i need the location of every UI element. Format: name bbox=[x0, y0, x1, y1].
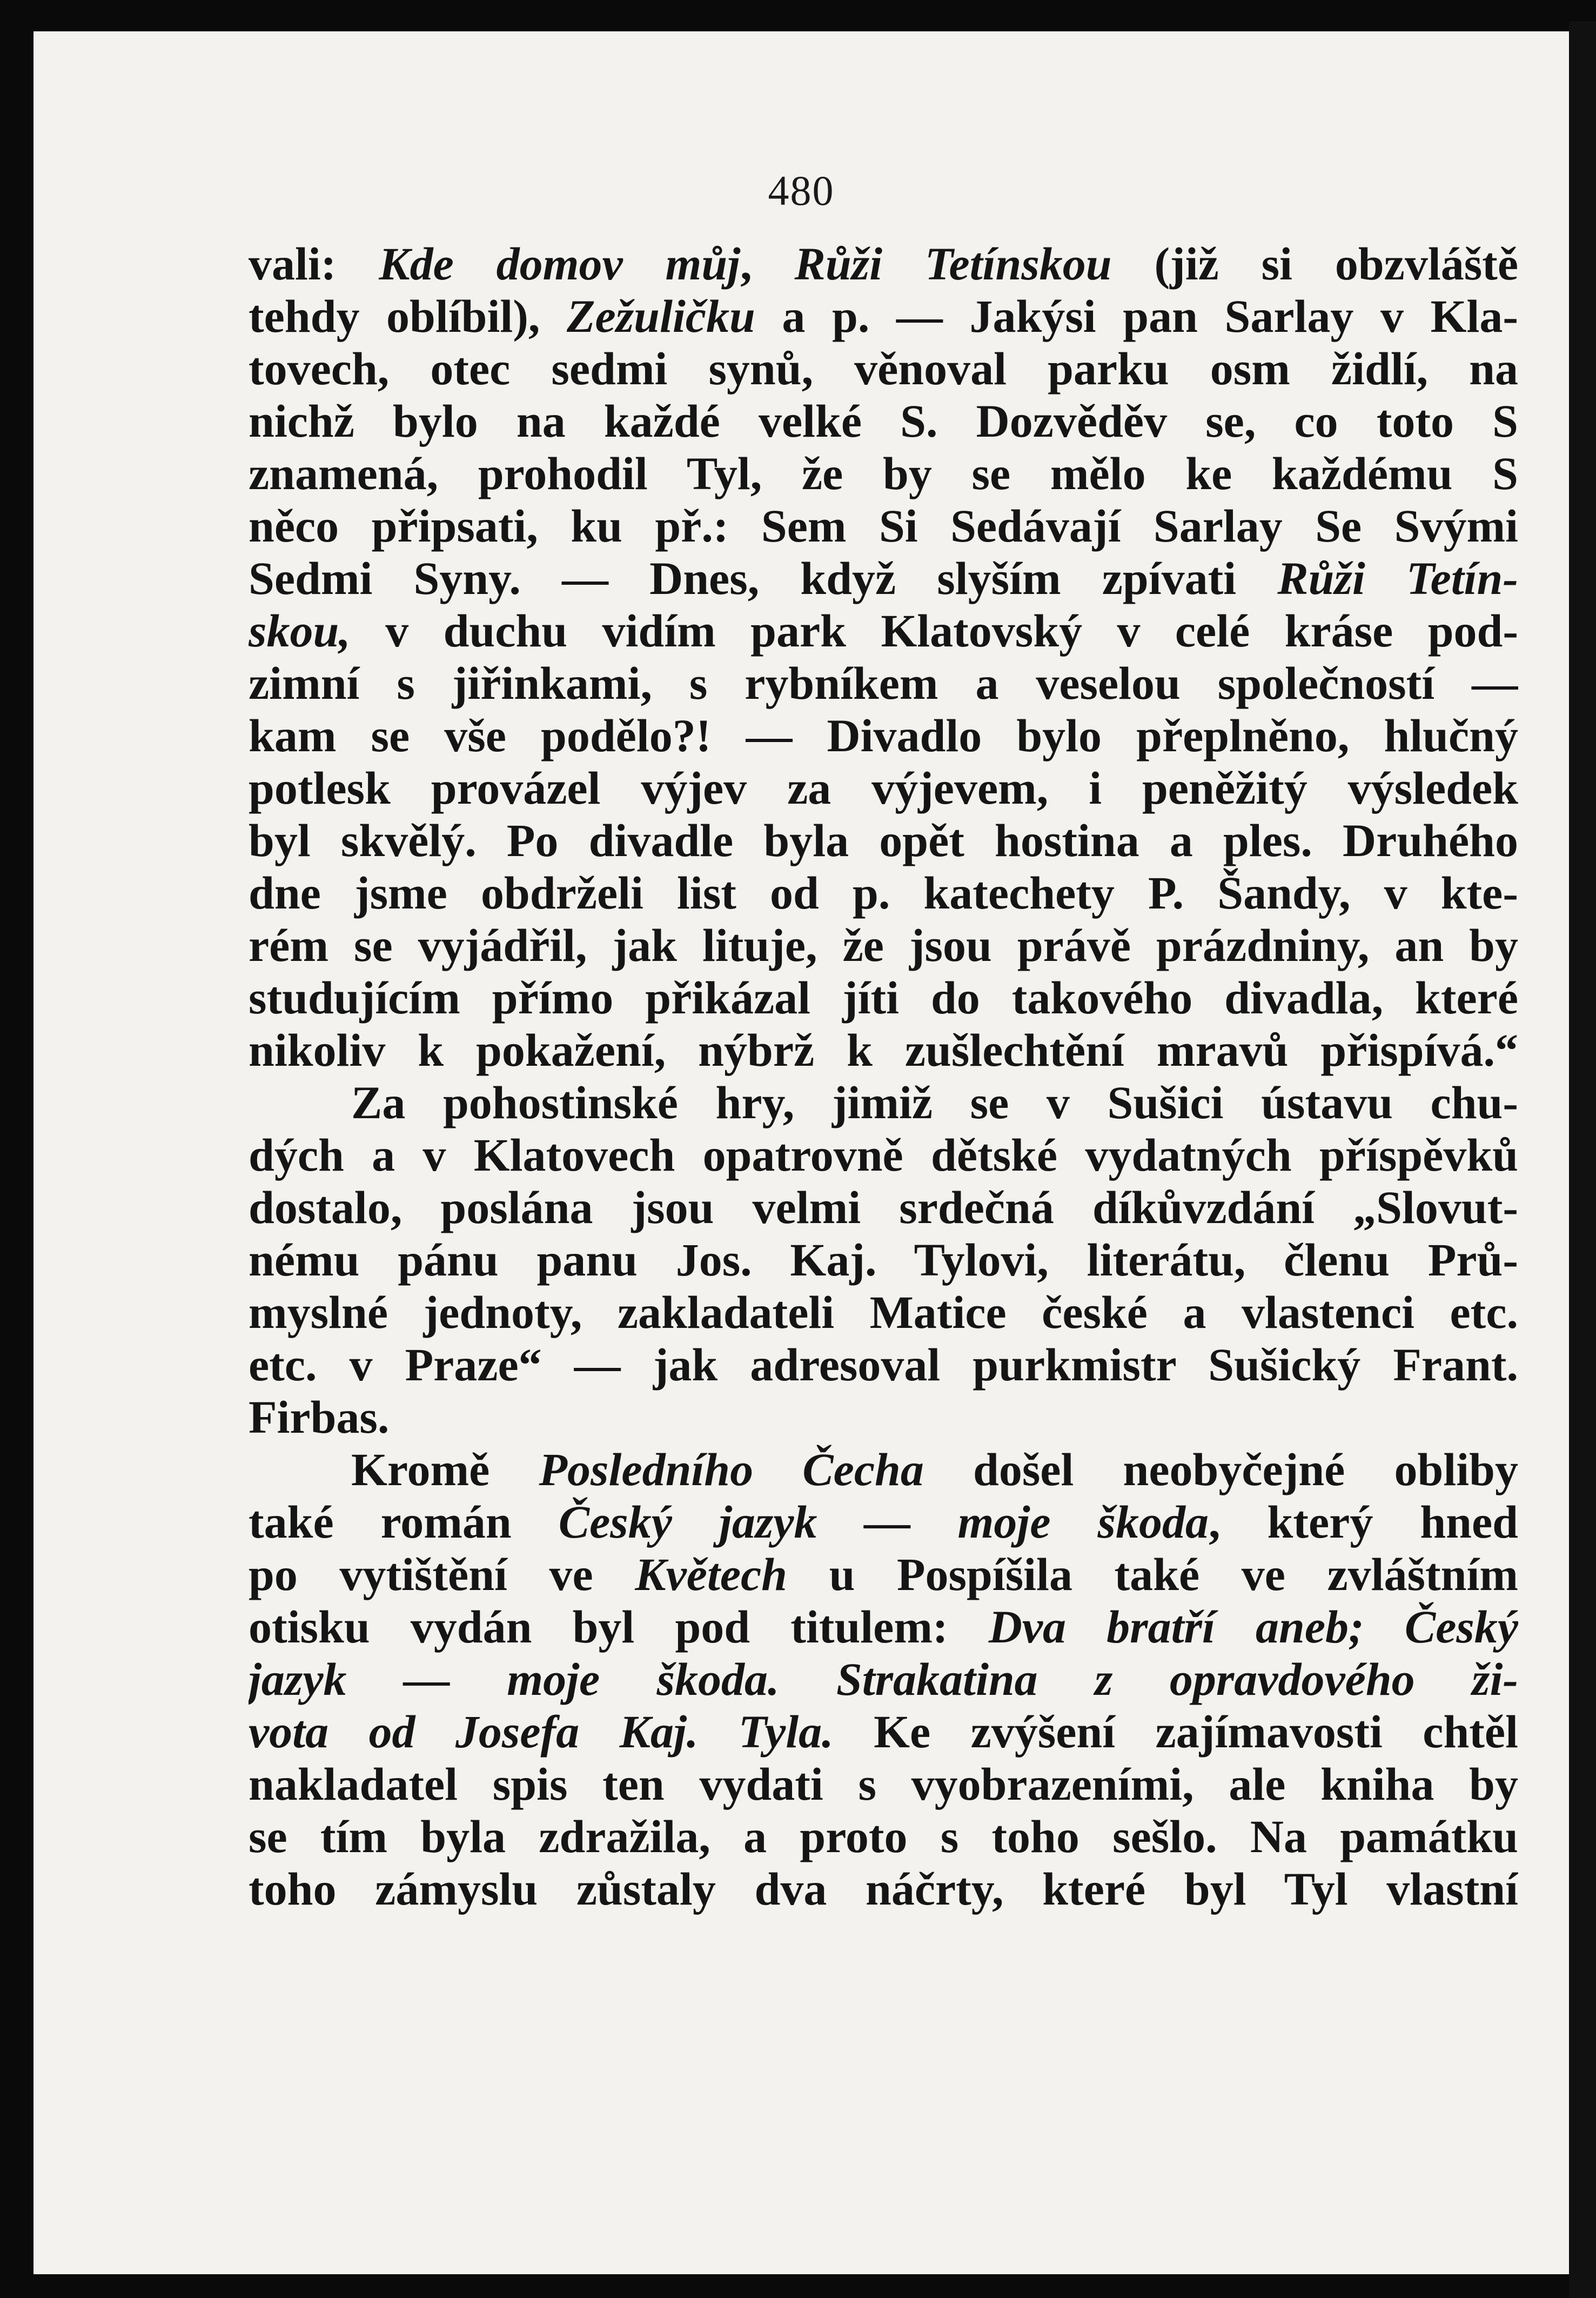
italic-text: Posledního Čecha bbox=[539, 1444, 924, 1495]
italic-text: Dva bratří aneb; Český bbox=[988, 1601, 1518, 1653]
text-line bbox=[249, 1653, 1518, 1706]
text-fragment: byl skvělý. Po divadle byla opět hostina a ples. Druhého bbox=[249, 814, 1518, 866]
text-fragment: nikoliv k pokažení, nýbrž k zušlechtění mravů přispívá.“ bbox=[249, 1024, 1518, 1076]
text-line bbox=[249, 1286, 1518, 1339]
italic-text: Český jazyk — moje škoda bbox=[558, 1496, 1209, 1548]
text-fragment: nému pánu panu Jos. Kaj. Tylovi, literátu, členu Prů- bbox=[249, 1234, 1518, 1286]
text-line bbox=[249, 919, 1518, 972]
body-text bbox=[249, 238, 1518, 1915]
text-fragment: myslné jednoty, zakladateli Matice české a vlastenci etc. bbox=[249, 1286, 1518, 1338]
text-line bbox=[249, 290, 1518, 343]
text-line bbox=[249, 1181, 1518, 1234]
text-line bbox=[249, 1758, 1518, 1811]
text-line bbox=[249, 1234, 1518, 1286]
italic-text: vota od Josefa Kaj. Tyla. bbox=[249, 1706, 834, 1758]
italic-text: Zežuličku bbox=[567, 290, 755, 342]
text-fragment: , bbox=[740, 238, 795, 290]
italic-text: Růži Tetínskou bbox=[794, 238, 1112, 290]
text-fragment: potlesk provázel výjev za výjevem, i peněžitý výsledek bbox=[249, 762, 1518, 814]
text-fragment: dých a v Klatovech opatrovně dětské vydatných příspěvků bbox=[249, 1129, 1518, 1181]
text-fragment: Firbas. bbox=[249, 1391, 390, 1443]
text-fragment: zimní s jiřinkami, s rybníkem a veselou společností — bbox=[249, 657, 1518, 709]
text-fragment: tovech, otec sedmi synů, věnoval parku osm židlí, na bbox=[249, 343, 1518, 395]
text-fragment: otisku vydán byl pod titulem: bbox=[249, 1601, 989, 1653]
text-line bbox=[249, 447, 1518, 500]
text-line bbox=[249, 1811, 1518, 1863]
scan-edge bbox=[1569, 22, 1596, 2298]
page-number: 480 bbox=[768, 167, 835, 214]
italic-text: Květech bbox=[635, 1548, 788, 1600]
text-fragment: studujícím přímo přikázal jíti do takového divadla, které bbox=[249, 972, 1518, 1024]
text-line bbox=[249, 972, 1518, 1024]
text-line bbox=[249, 1077, 1518, 1129]
text-fragment: a p. — Jakýsi pan Sarlay v Kla- bbox=[755, 290, 1518, 342]
text-line bbox=[249, 1391, 1518, 1444]
italic-text: skou, bbox=[249, 605, 351, 657]
italic-text: Růži Tetín- bbox=[1277, 552, 1518, 604]
text-line bbox=[249, 1339, 1518, 1391]
text-fragment: Ke zvýšení zajímavosti chtěl bbox=[833, 1706, 1518, 1758]
text-line bbox=[249, 1024, 1518, 1077]
text-fragment: (již si obzvláště bbox=[1111, 238, 1518, 290]
text-fragment: Za pohostinské hry, jimiž se v Sušici ústavu chu- bbox=[351, 1077, 1518, 1128]
text-fragment: nichž bylo na každé velké S. Dozvěděv se, co toto S bbox=[249, 395, 1518, 447]
text-fragment: se tím byla zdražila, a proto s toho sešlo. Na památku bbox=[249, 1811, 1518, 1862]
text-fragment: etc. v Praze“ — jak adresoval purkmistr Sušický Frant. bbox=[249, 1339, 1518, 1391]
text-line bbox=[249, 1601, 1518, 1653]
text-line bbox=[249, 657, 1518, 710]
text-fragment: tehdy oblíbil), bbox=[249, 290, 567, 342]
text-fragment: dne jsme obdrželi list od p. katechety P. Šandy, v kte- bbox=[249, 867, 1518, 919]
text-line bbox=[249, 1863, 1518, 1915]
text-fragment: u Pospíšila také ve zvláštním bbox=[787, 1548, 1518, 1600]
text-fragment: po vytištění ve bbox=[249, 1548, 635, 1600]
text-fragment: Sedmi Syny. — Dnes, když slyším zpívati bbox=[249, 552, 1278, 604]
text-line bbox=[249, 500, 1518, 552]
text-fragment: v duchu vidím park Klatovský v celé kráse pod- bbox=[350, 605, 1518, 657]
text-line bbox=[249, 395, 1518, 447]
text-fragment: Kromě bbox=[351, 1444, 539, 1495]
text-line bbox=[249, 814, 1518, 867]
text-fragment: něco připsati, ku př.: Sem Si Sedávají Sarlay Se Svými bbox=[249, 500, 1518, 552]
text-fragment: rém se vyjádřil, jak lituje, že jsou právě prázdniny, an by bbox=[249, 919, 1518, 971]
text-line bbox=[249, 1129, 1518, 1181]
text-fragment: dostalo, poslána jsou velmi srdečná díkůvzdání „Slovut- bbox=[249, 1181, 1518, 1233]
text-line bbox=[249, 1444, 1518, 1496]
text-line bbox=[249, 343, 1518, 395]
text-line bbox=[249, 710, 1518, 762]
text-line bbox=[249, 1496, 1518, 1548]
text-fragment: vali: bbox=[249, 238, 379, 290]
text-fragment: znamená, prohodil Tyl, že by se mělo ke každému S bbox=[249, 447, 1518, 499]
text-line bbox=[249, 1548, 1518, 1601]
text-line bbox=[249, 867, 1518, 919]
text-fragment: toho zámyslu zůstaly dva náčrty, které byl Tyl vlastní bbox=[249, 1863, 1518, 1915]
text-fragment: také román bbox=[249, 1496, 559, 1548]
text-line bbox=[249, 605, 1518, 657]
text-fragment: nakladatel spis ten vydati s vyobrazeními, ale kniha by bbox=[249, 1758, 1518, 1810]
text-line bbox=[249, 238, 1518, 290]
text-fragment: , který hned bbox=[1208, 1496, 1518, 1548]
text-line bbox=[249, 552, 1518, 605]
text-fragment: kam se vše podělo?! — Divadlo bylo přeplněno, hlučný bbox=[249, 710, 1518, 761]
text-fragment: došel neobyčejné obliby bbox=[923, 1444, 1518, 1495]
text-line bbox=[249, 762, 1518, 814]
text-line bbox=[249, 1706, 1518, 1758]
italic-text: Kde domov můj bbox=[379, 238, 741, 290]
italic-text: jazyk — moje škoda. Strakatina z opravdového ži- bbox=[249, 1653, 1518, 1705]
